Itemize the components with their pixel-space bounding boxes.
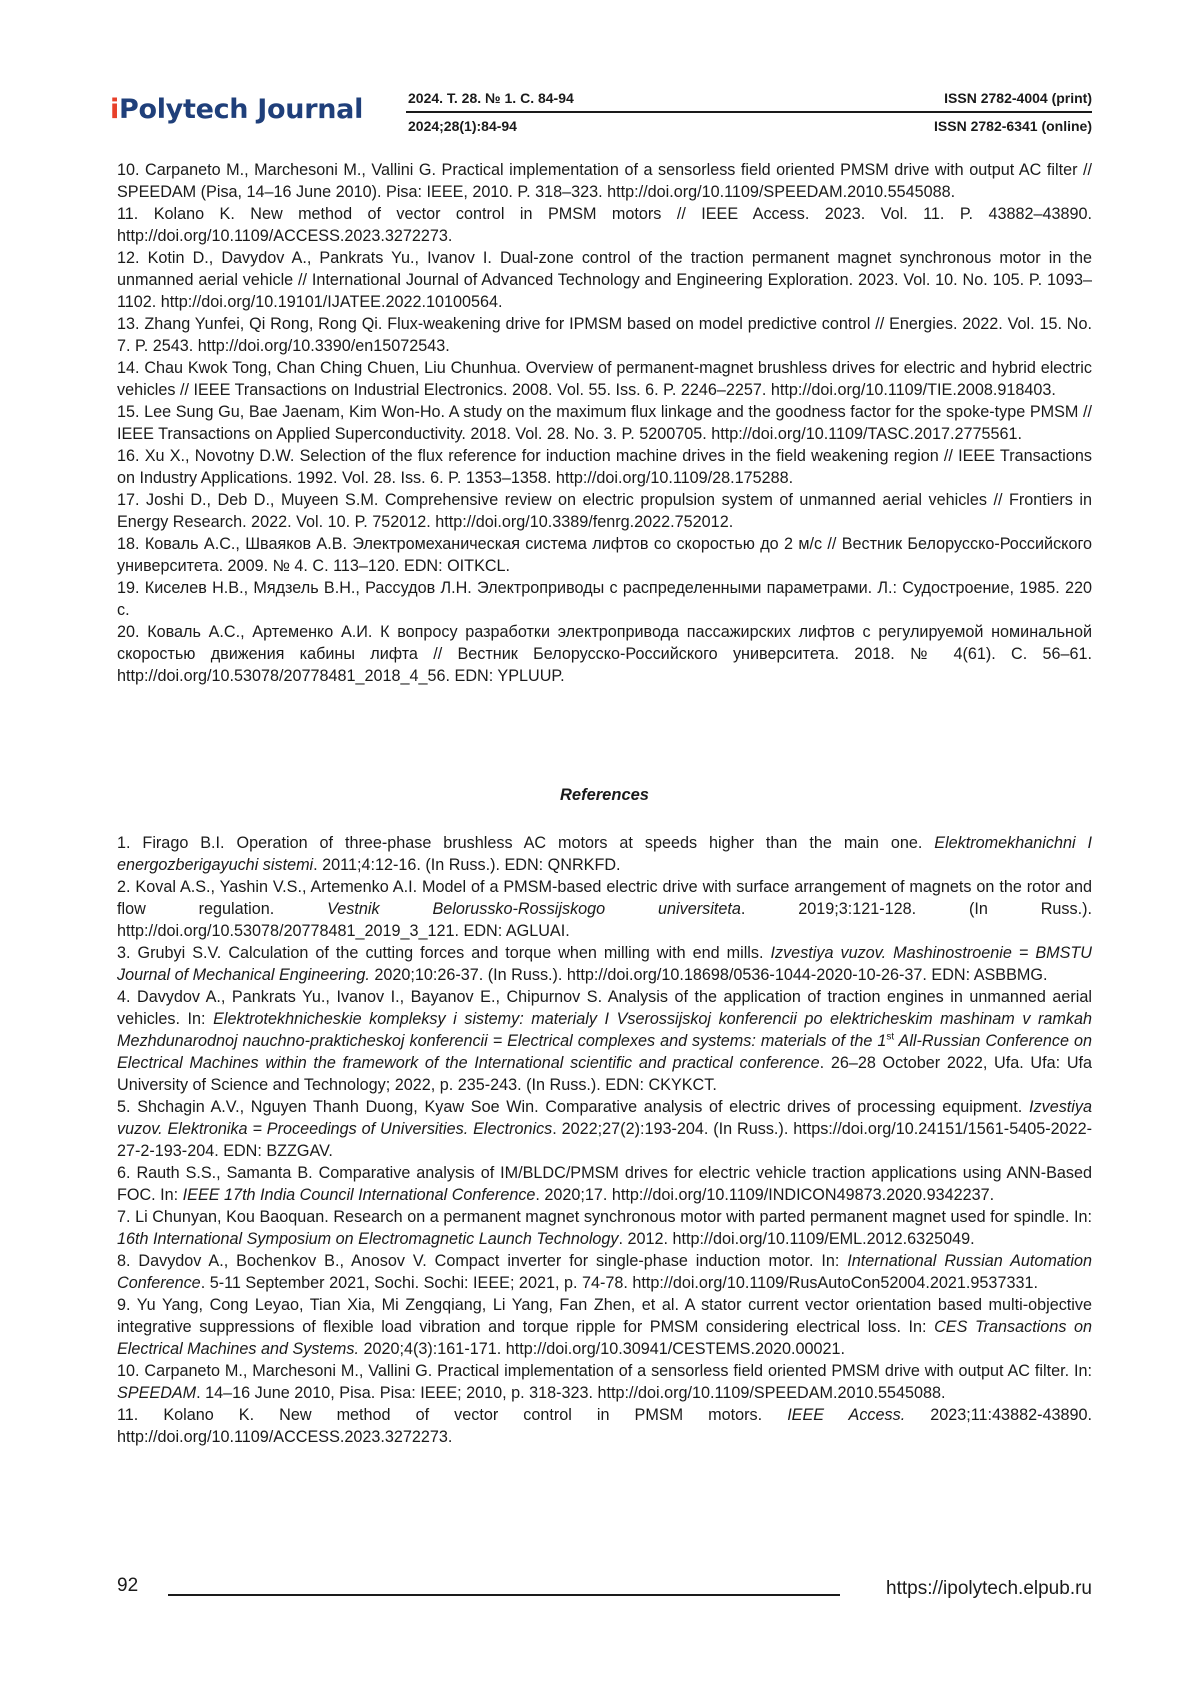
reference-source: Elektrotekhnicheskie kompleksy i sistemy: materialy I Vserossijskoj konferencii po elektricheskim mashinam v ramkah Mezhdunarodnoj nauchno-prakticheskoj konferencii = Electrical complexes and systems: materials of the 1 bbox=[117, 1010, 1092, 1050]
citation-ru: 2024. Т. 28. № 1. С. 84-94 bbox=[408, 90, 574, 106]
page-header bbox=[110, 88, 1092, 140]
reference-authors-title: 6. Rauth S.S., Samanta B. Comparative analysis of IM/BLDC/PMSM drives for electric vehicle traction applications using ANN-Based FOC. In: bbox=[117, 1164, 1092, 1204]
reference-details: . 2022;27(2):193-204. (In Russ.). https://doi.org/10.24151/1561-5405-2022-27-2-193-204. EDN: BZZGAV. bbox=[117, 1120, 1093, 1160]
reference-item: 19. Киселев Н.В., Мядзель В.Н., Рассудов Л.Н. Электроприводы с распределенными параметрами. Л.: Судостроение, 1985. 220 с. bbox=[117, 579, 1092, 619]
reference-item bbox=[117, 1294, 1092, 1360]
reference-source: SPEEDAM bbox=[117, 1384, 197, 1402]
reference-item bbox=[117, 1360, 1092, 1404]
reference-item: 18. Коваль А.С., Шваяков А.В. Электромеханическая система лифтов со скоростью до 2 м/с // Вестник Белорусско-Российского университета. 2009. № 4. С. 113–120. EDN: OITKCL. bbox=[117, 535, 1092, 575]
issn-online: ISSN 2782-6341 (online) bbox=[934, 118, 1092, 134]
logo-letter-i: i bbox=[110, 94, 119, 125]
reference-item bbox=[117, 1206, 1092, 1250]
reference-authors-title: 7. Li Chunyan, Kou Baoquan. Research on a permanent magnet synchronous motor with parted permanent magnet used for spindle. In: bbox=[117, 1208, 1092, 1226]
reference-source: International Russian Automation Conference bbox=[117, 1252, 1093, 1292]
reference-item bbox=[117, 986, 1092, 1096]
reference-authors-title: 5. Shchagin A.V., Nguyen Thanh Duong, Kyaw Soe Win. Comparative analysis of electric drives of processing equipment. bbox=[117, 1098, 1030, 1116]
reference-source: All-Russian Conference on Electrical Machines within the framework of the International scientific and practical conference bbox=[117, 1032, 1092, 1072]
reference-authors-title: 9. Yu Yang, Cong Leyao, Tian Xia, Mi Zengqiang, Li Yang, Fan Zhen, et al. A stator current vector orientation based multi-objective integrative suppressions of flexible load vibration and torque ripple for PMSM considering electrical loss. In: bbox=[117, 1296, 1092, 1336]
reference-authors-title: 8. Davydov A., Bochenkov B., Anosov V. Compact inverter for single-phase induction motor. In: bbox=[117, 1252, 848, 1270]
reference-details: 2023;11:43882-43890. http://doi.org/10.1109/ACCESS.2023.3272273. bbox=[117, 1406, 1092, 1446]
reference-item bbox=[117, 1096, 1092, 1162]
citation-en: 2024;28(1):84-94 bbox=[408, 118, 517, 134]
reference-item: 20. Коваль А.С., Артеменко А.И. К вопросу разработки электропривода пассажирских лифтов с регулируемой номинальной скоростью движения кабины лифта // Вестник Белорусско-Российского университета. 2018. № 4(61). С. 56–61. http://doi.org/10.53078/20778481_2018_4_56. EDN: YPLUUP. bbox=[117, 623, 1092, 685]
reference-item: 10. Carpaneto M., Marchesoni M., Vallini G. Practical implementation of a sensorless field oriented PMSM drive with output AC filter // SPEEDAM (Pisa, 14–16 June 2010). Pisa: IEEE, 2010. P. 318–323. http://doi.org/10.1109/SPEEDAM.2010.5545088. bbox=[117, 161, 1092, 201]
reference-source: 16th International Symposium on Electromagnetic Launch Technology bbox=[117, 1230, 619, 1248]
reference-source: IEEE 17th India Council International Conference bbox=[182, 1186, 536, 1204]
reference-details: . 2012. http://doi.org/10.1109/EML.2012.6325049. bbox=[618, 1230, 975, 1248]
reference-item: 13. Zhang Yunfei, Qi Rong, Rong Qi. Flux-weakening drive for IPMSM based on model predictive control // Energies. 2022. Vol. 15. No. 7. P. 2543. http://doi.org/10.3390/en15072543. bbox=[117, 315, 1092, 355]
reference-authors-title: 2. Koval A.S., Yashin V.S., Artemenko A.I. Model of a PMSM-based electric drive with surface arrangement of magnets on the rotor and flow regulation. bbox=[117, 878, 1092, 918]
reference-details: . 26–28 October 2022, Ufa. Ufa: Ufa University of Science and Technology; 2022, p. 235-243. (In Russ.). EDN: CKYKCT. bbox=[117, 1054, 1093, 1094]
reference-item bbox=[117, 832, 1092, 876]
reference-details: 2020;4(3):161-171. http://doi.org/10.30941/CESTEMS.2020.00021. bbox=[359, 1340, 845, 1358]
reference-source: Elektromekhanichni I energozberigayuchi sistemi bbox=[117, 834, 1092, 874]
reference-source: IEEE Access. bbox=[787, 1406, 906, 1424]
reference-source: Vestnik Belorussko-Rossijskogo universiteta bbox=[327, 900, 741, 918]
reference-details: . 14–16 June 2010, Pisa. Pisa: IEEE; 2010, p. 318-323. http://doi.org/10.1109/SPEEDAM.2010.5545088. bbox=[196, 1384, 946, 1402]
reference-item: 15. Lee Sung Gu, Bae Jaenam, Kim Won-Ho. A study on the maximum flux linkage and the goodness factor for the spoke-type PMSM // IEEE Transactions on Applied Superconductivity. 2018. Vol. 28. No. 3. P. 5200705. http://doi.org/10.1109/TASC.2017.2775561. bbox=[117, 403, 1092, 443]
references-heading: References bbox=[560, 786, 649, 804]
reference-source: CES Transactions on Electrical Machines and Systems. bbox=[117, 1318, 1092, 1358]
reference-details: . 2011;4:12-16. (In Russ.). EDN: QNRKFD. bbox=[313, 856, 621, 874]
issn-print: ISSN 2782-4004 (print) bbox=[944, 90, 1092, 106]
reference-authors-title: 3. Grubyi S.V. Calculation of the cutting forces and torque when milling with end mills. bbox=[117, 944, 771, 962]
reference-source: Izvestiya vuzov. Elektronika = Proceedings of Universities. Electronics bbox=[117, 1098, 1092, 1138]
reference-item: 12. Kotin D., Davydov A., Pankrats Yu., Ivanov I. Dual-zone control of the traction permanent magnet synchronous motor in the unmanned aerial vehicle // International Journal of Advanced Technology and Engineering Exploration. 2023. Vol. 10. No. 105. P. 1093–1102. http://doi.org/10.19101/IJATEE.2022.10100564. bbox=[117, 249, 1092, 311]
footer-rule bbox=[168, 1594, 840, 1596]
logo-wordmark: Polytech Journal bbox=[118, 94, 364, 125]
reference-authors-title: 10. Carpaneto M., Marchesoni M., Vallini G. Practical implementation of a sensorless field oriented PMSM drive with output AC filter. In: bbox=[117, 1362, 1092, 1380]
reference-item: 14. Chau Kwok Tong, Chan Ching Chuen, Liu Chunhua. Overview of permanent-magnet brushless drives for electric and hybrid electric vehicles // IEEE Transactions on Industrial Electronics. 2008. Vol. 55. Iss. 6. P. 2246–2257. http://doi.org/10.1109/TIE.2008.918403. bbox=[117, 359, 1092, 399]
reference-authors-title: 4. Davydov A., Pankrats Yu., Ivanov I., Bayanov E., Chipurnov S. Analysis of the application of traction engines in unmanned aerial vehicles. In: bbox=[117, 988, 1092, 1028]
reference-superscript: st bbox=[886, 1031, 895, 1043]
header-rule bbox=[406, 111, 1092, 113]
reference-item bbox=[117, 1162, 1092, 1206]
reference-item: 11. Kolano K. New method of vector control in PMSM motors // IEEE Access. 2023. Vol. 11. P. 43882–43890. http://doi.org/10.1109/ACCESS.2023.3272273. bbox=[117, 205, 1092, 245]
reference-item: 16. Xu X., Novotny D.W. Selection of the flux reference for induction machine drives in the field weakening region // IEEE Transactions on Industry Applications. 1992. Vol. 28. Iss. 6. P. 1353–1358. http://doi.org/10.1109/28.175288. bbox=[117, 447, 1092, 487]
reference-details: . 5-11 September 2021, Sochi. Sochi: IEEE; 2021, p. 74-78. http://doi.org/10.1109/RusAutoCon52004.2021.9537331. bbox=[200, 1274, 1038, 1292]
reference-details: . 2020;17. http://doi.org/10.1109/INDICON49873.2020.9342237. bbox=[535, 1186, 995, 1204]
reference-item: 17. Joshi D., Deb D., Muyeen S.M. Comprehensive review on electric propulsion system of unmanned aerial vehicles // Frontiers in Energy Research. 2022. Vol. 10. P. 752012. http://doi.org/10.3389/fenrg.2022.752012. bbox=[117, 491, 1092, 531]
reference-item bbox=[117, 1250, 1092, 1294]
reference-authors-title: 1. Firago B.I. Operation of three-phase brushless AC motors at speeds higher than the main one. bbox=[117, 834, 935, 852]
reference-authors-title: 11. Kolano K. New method of vector control in PMSM motors. bbox=[117, 1406, 788, 1424]
reference-item bbox=[117, 876, 1092, 942]
reference-item bbox=[117, 942, 1092, 986]
reference-list-ru bbox=[117, 159, 1092, 687]
reference-item bbox=[117, 1404, 1092, 1448]
footer-url[interactable]: https://ipolytech.elpub.ru bbox=[886, 1578, 1092, 1599]
reference-details: 2020;10:26-37. (In Russ.). http://doi.org/10.18698/0536-1044-2020-10-26-37. EDN: ASBBMG. bbox=[369, 966, 1048, 984]
reference-list-en bbox=[117, 832, 1092, 1448]
reference-source: Izvestiya vuzov. Mashinostroenie = BMSTU Journal of Mechanical Engineering. bbox=[117, 944, 1092, 984]
journal-logo bbox=[110, 94, 363, 125]
page-number: 92 bbox=[117, 1575, 139, 1596]
reference-details: . 2019;3:121-128. (In Russ.). http://doi.org/10.53078/20778481_2019_3_121. EDN: AGLUAI. bbox=[117, 900, 1092, 940]
